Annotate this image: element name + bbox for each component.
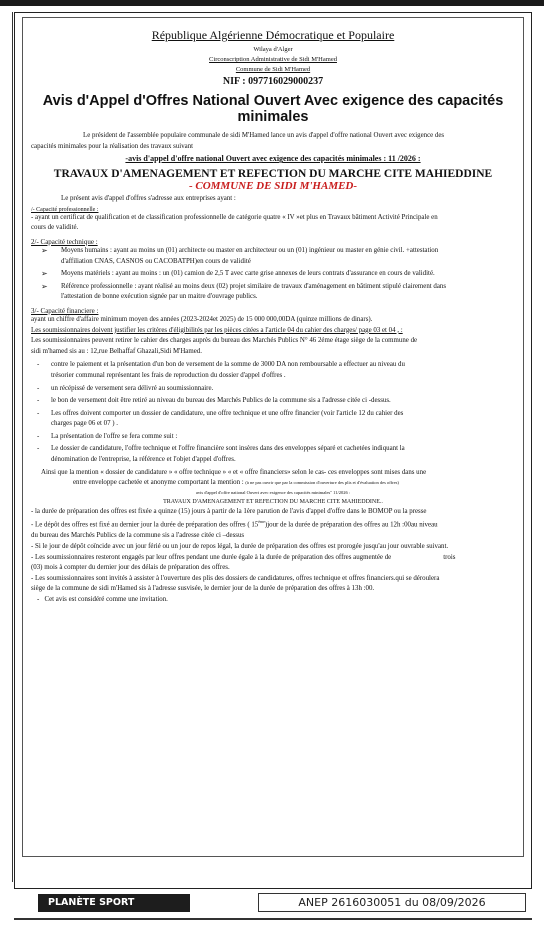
- commune-line: Commune de Sidi M'Hamed: [235, 66, 311, 73]
- mention-line-1: Ainsi que la mention « dossier de candidature » « offre technique » « et « offre financiers» selon le cas- ces enveloppes sont mises dans une: [41, 468, 427, 476]
- notice-title: Avis d'Appel d'Offres National Ouvert Avec exigence des capacités minimales: [42, 93, 504, 125]
- capacite-fin-line-3: Les soumissionnaires peuvent retirer le cahier des charges auprès du bureau des Marchés Publics N° 46 2éme étage siège de la commune de: [31, 337, 418, 345]
- arrow-bullet-icon: ➢: [41, 269, 48, 279]
- project-commune: - COMMUNE DE SIDI M'HAMED-: [188, 180, 358, 193]
- capacite-fin-line-4: sidi m'hamed sis au : 12,rue Belhaffaf Ghazali,Sidi M'Hamed.: [31, 347, 202, 355]
- project-title: TRAVAUX D'AMENAGEMENT ET REFECTION DU MARCHE CITE MAHIEDDINE: [53, 168, 493, 181]
- list-item: - Les offres doivent comporter un dossier de candidature, une offre technique et une offre financier (voir l'article 12 du cahier des charges page 06 et 07 ) .: [37, 409, 404, 428]
- mention-avis: avis d'appel d'offre national Ouvert avec exigence des capacités minimales" 11/2026 :: [195, 489, 351, 495]
- capacite-fin-line-2: Les soumissionnaires doivent justifier les critères d'éligibilités par les pièces citées a l'article 04 du cahier des charges/ page 03 et 04 , :: [31, 326, 403, 334]
- list-item: - Le dossier de candidature, l'offre technique et l'offre financière sont insères dans des enveloppes séparé et cachetées indiquant la dénomination de l'entreprise, la référence et l'objet d'appel d'offres.: [37, 445, 405, 464]
- top-bar: [0, 0, 544, 6]
- final-line-2: - Le dépôt des offres est fixé au dernier jour la durée de préparation des offres ( 15ème)jour de la durée de préparation des offres au 12h :00au niveau: [31, 519, 438, 529]
- wilaya: Wilaya d'Alger: [253, 46, 293, 53]
- republic-heading: République Algérienne Démocratique et Populaire: [151, 28, 395, 42]
- intro-line-2: capacités minimales pour la réalisation des travaux suivant: [31, 142, 194, 150]
- capacite-pro-line-2: cours de validité.: [31, 224, 79, 232]
- arrow-bullet-icon: ➢: [41, 281, 48, 291]
- tender-reference: -avis d'appel d'offre national Ouvert avec exigence des capacités minimales : 11 /2026 :: [125, 154, 421, 164]
- arrow-bullet-icon: ➢: [41, 245, 48, 255]
- capacite-fin-heading: 3/- Capacité financiere :: [31, 306, 99, 315]
- capacite-tech-heading: 2/- Capacité technique :: [31, 237, 98, 246]
- addressed-line: Le présent avis d'appel d'offres s'adresse aux entreprises ayant :: [61, 195, 236, 203]
- capacite-fin-line-1: ayant un chiffre d'affaire minimum moyen des années (2023-2024et 2025) de 15 000 000,00DA (quinze millions de dinars).: [31, 315, 373, 323]
- final-line-6: - Cet avis est considéré comme une invitation.: [37, 595, 168, 603]
- capacite-pro-line-1: - ayant un certificat de qualification et de classification professionnelle de catégorie quatre « IV »et plus en Travaux bâtiment Activité Principale en: [31, 213, 438, 221]
- final-line-5b: siège de la commune de sidi m'Hamed sis à l'adresse susvisée, le dernier jour de la durée de préparation des offres à 13h :00.: [31, 585, 375, 593]
- mention-note: (à ne pas ouvrir que par la commission d'ouverture des plis et d'évaluation des offres): [245, 480, 399, 486]
- final-line-3: - Si le jour de dépôt coïncide avec un jour férié ou un jour de repos légal, la durée de préparation des offres est prorogée jusqu'au jour ouvrable suivant.: [31, 542, 449, 550]
- final-line-5: - Les soumissionnaires sont invités à assister à l'ouverture des plis des dossiers de candidatures, offres technique et offres financiers.qui se déroulera: [31, 574, 440, 582]
- anep-reference: ANEP 2616030051 du 08/09/2026: [258, 893, 526, 912]
- mention-project: TRAVAUX D'AMENAGEMENT ET REFECTION DU MARCHE CITE MAHIEDDINE..: [163, 498, 383, 505]
- final-line-4: - Les soumissionnaires resteront engagés par leur offres pendant une durée égale à la durée de préparation des offres augmentée de trois: [31, 553, 456, 561]
- list-item: - un récépissé de versement sera délivré au soumissionnaire.: [37, 384, 214, 392]
- capacite-pro-heading: /- Capacité professionnelle :: [31, 206, 99, 213]
- nif: NIF : 097716029000237: [222, 76, 324, 87]
- list-item: ➢ Moyens humains : ayant au moins un (01) architecte ou master en architecteur ou un (01) ingénieur ou master en génie civil. +attestation d'affiliation CNAS, CASNOS ou CACOBATPH)en cours de validité: [41, 245, 439, 265]
- list-item: ➢ Moyens matériels : ayant au moins : un (01) camion de 2,5 T avec carte grise annexes de leurs contrats d'assurance en cours de validité.: [41, 269, 435, 279]
- final-line-2b: du bureau des Marchés Publics de la commune sis a l'adresse citée ci –dessus: [31, 532, 245, 540]
- list-item: ➢ Référence professionnelle : ayant réalisé au moins deux (02) projet similaire de travaux d'aménagement en bâtiment stipulé clairement dans l'attestation de bonne exécution signée par un maitre d'ouvrage publics.: [41, 281, 447, 301]
- section-tag: PLANÈTE SPORT: [38, 894, 190, 912]
- list-item: - La présentation de l'offre se fera comme suit :: [37, 432, 178, 440]
- final-line-4b: (03) mois à compter du dernier jour des délais de préparation des offres.: [31, 564, 230, 572]
- intro-line-1: Le président de l'assemblée populaire communale de sidi M'Hamed lance un avis d'appel d'offre national Ouvert avec exigence des: [83, 132, 445, 139]
- final-line-1: - la durée de préparation des offres est fixée a quinze (15) jours à partir de la 1ère parution de l'avis d'appel d'offre dans le BOMOP ou la presse: [31, 507, 427, 515]
- bottom-rule: [14, 918, 532, 920]
- list-item: - contre le paiement et la présentation d'un bon de versement de la somme de 3000 DA non remboursable a effectuer au niveau du trésorier communal représentant les frais de reproduction du dossier d'appel d'offres .: [37, 361, 405, 379]
- mention-line-2: entre enveloppe cachetée et anonyme comportant la mention : (à ne pas ouvrir que par la commission d'ouverture des plis et d'évaluation des offres): [73, 479, 399, 487]
- tender-notice: [22, 17, 524, 857]
- list-item: - le bon de versement doit être retiré au niveau du bureau des Marchés Publics de la commune sis a l'adresse citée ci -dessus.: [37, 397, 391, 405]
- adjacent-column-edge: [0, 12, 13, 882]
- circonscription: Circonscription Administrative de Sidi M'Hamed: [209, 56, 337, 63]
